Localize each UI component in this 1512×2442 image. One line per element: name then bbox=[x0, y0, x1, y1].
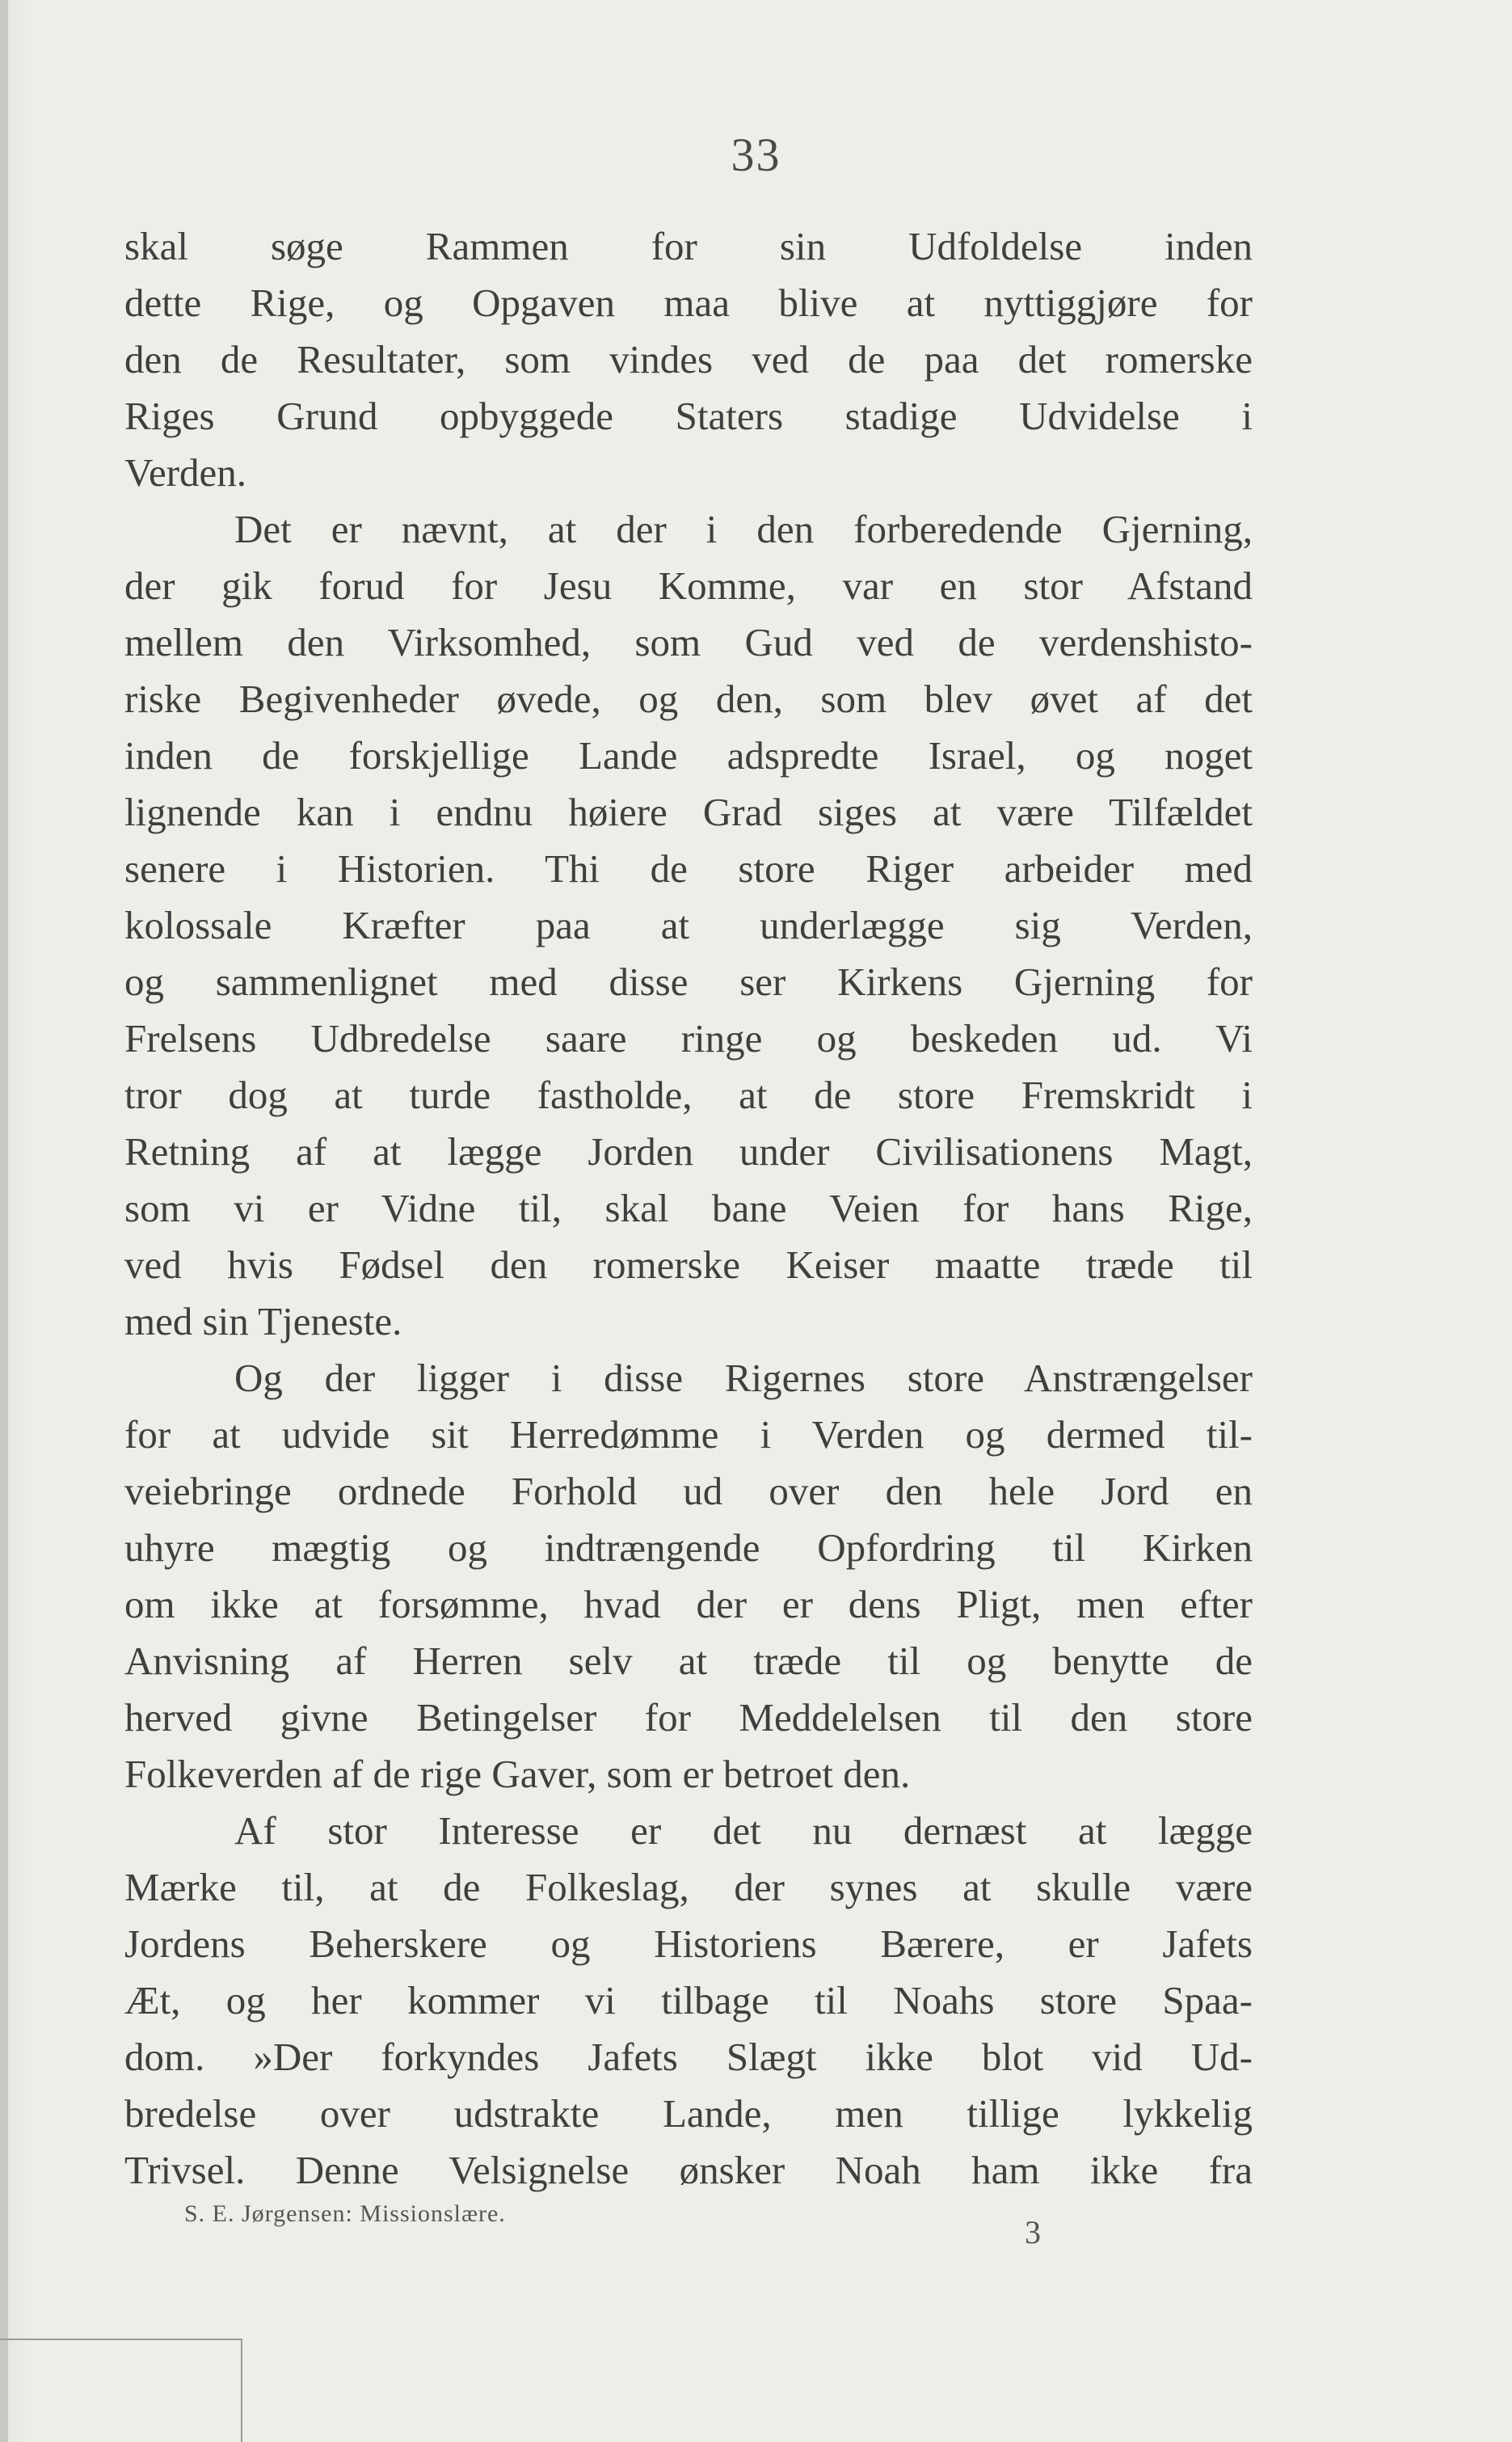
text-line: der gik forud for Jesu Komme, var en stor Afstand bbox=[124, 563, 1253, 608]
text-line: Mærke til, at de Folkeslag, der synes at skulle være bbox=[124, 1865, 1253, 1909]
text-line: riske Begivenheder øvede, og den, som blev øvet af det bbox=[124, 677, 1253, 721]
text-line: og sammenlignet med disse ser Kirkens Gjerning for bbox=[124, 960, 1253, 1004]
text-line: ved hvis Fødsel den romerske Keiser maatte træde til bbox=[124, 1242, 1253, 1287]
text-line: den de Resultater, som vindes ved de paa det romerske bbox=[124, 337, 1253, 382]
text-line: Retning af at lægge Jorden under Civilisationens Magt, bbox=[124, 1129, 1253, 1174]
text-line: Æt, og her kommer vi tilbage til Noahs store Spaa- bbox=[124, 1978, 1253, 2022]
signature-mark: 3 bbox=[1025, 2214, 1041, 2250]
body-text bbox=[124, 218, 1253, 2199]
text-line: Frelsens Udbredelse saare ringe og beskeden ud. Vi bbox=[124, 1016, 1253, 1061]
text-line: lignende kan i endnu høiere Grad siges at være Tilfældet bbox=[124, 790, 1253, 834]
text-line: skal søge Rammen for sin Udfoldelse inden bbox=[124, 224, 1253, 268]
text-line: Jordens Beherskere og Historiens Bærere, er Jafets bbox=[124, 1921, 1253, 1966]
text-line: veiebringe ordnede Forhold ud over den hele Jord en bbox=[124, 1469, 1253, 1513]
text-line: dette Rige, og Opgaven maa blive at nyttiggjøre for bbox=[124, 280, 1253, 325]
text-line: bredelse over udstrakte Lande, men tillige lykkelig bbox=[124, 2091, 1253, 2136]
text-line: for at udvide sit Herredømme i Verden og dermed til- bbox=[124, 1412, 1253, 1457]
text-line: om ikke at forsømme, hvad der er dens Pligt, men efter bbox=[124, 1582, 1253, 1626]
text-line: uhyre mægtig og indtrængende Opfordring til Kirken bbox=[124, 1525, 1253, 1570]
text-line: Det er nævnt, at der i den forberedende Gjerning, bbox=[234, 507, 1253, 551]
text-line: Og der ligger i disse Rigernes store Anstrængelser bbox=[234, 1356, 1253, 1400]
text-line: dom. »Der forkyndes Jafets Slægt ikke blot vid Ud- bbox=[124, 2035, 1253, 2079]
text-line: Af stor Interesse er det nu dernæst at lægge bbox=[234, 1808, 1253, 1853]
text-line: Folkeverden af de rige Gaver, som er betroet den. bbox=[124, 1752, 911, 1796]
text-line: Anvisning af Herren selv at træde til og benytte de bbox=[124, 1639, 1253, 1683]
text-line: inden de forskjellige Lande adspredte Israel, og noget bbox=[124, 733, 1253, 778]
page-number: 33 bbox=[731, 129, 781, 181]
text-line: mellem den Virksomhed, som Gud ved de verdenshisto- bbox=[124, 620, 1253, 664]
text-line: Verden. bbox=[124, 450, 247, 495]
text-line: kolossale Kræfter paa at underlægge sig Verden, bbox=[124, 903, 1253, 947]
text-line: Trivsel. Denne Velsignelse ønsker Noah ham ikke fra bbox=[124, 2148, 1253, 2192]
scan-edge-line-horizontal bbox=[0, 2339, 242, 2340]
text-line: senere i Historien. Thi de store Riger arbeider med bbox=[124, 846, 1253, 891]
running-footer: S. E. Jørgensen: Missionslære. bbox=[184, 2200, 506, 2227]
text-line: herved givne Betingelser for Meddelelsen til den store bbox=[124, 1695, 1253, 1740]
text-line: tror dog at turde fastholde, at de store Fremskridt i bbox=[124, 1073, 1253, 1117]
text-line: som vi er Vidne til, skal bane Veien for hans Rige, bbox=[124, 1186, 1253, 1230]
text-line: med sin Tjeneste. bbox=[124, 1299, 402, 1343]
page-spine-shadow bbox=[0, 0, 8, 2442]
text-line: Riges Grund opbyggede Staters stadige Udvidelse i bbox=[124, 394, 1253, 438]
scan-edge-line-vertical bbox=[241, 2339, 242, 2442]
